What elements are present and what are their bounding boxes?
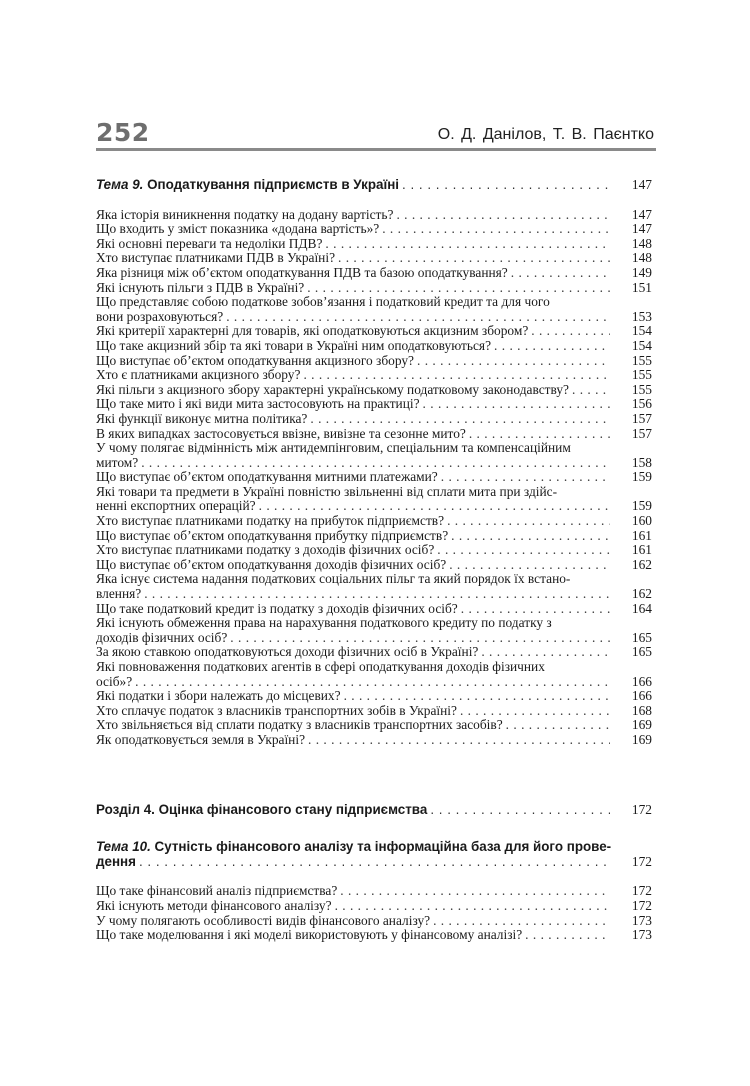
toc-entry[interactable] [96, 266, 652, 281]
toc-entry[interactable] [96, 733, 652, 748]
leader-dots [469, 427, 610, 442]
leader-dots [335, 899, 610, 914]
entry-text: Що входить у зміст показника «додана вартість»? [96, 221, 380, 237]
page-ref: 173 [631, 912, 652, 928]
entry-text: Що таке податковий кредит із податку з доходів фізичних осіб? [96, 600, 458, 616]
toc-entry[interactable] [96, 899, 652, 914]
page-ref: 155 [631, 381, 652, 397]
leader-dots [433, 914, 610, 929]
page-ref: 166 [631, 688, 652, 704]
toc-entry[interactable] [96, 718, 652, 733]
toc-entry[interactable] [96, 587, 652, 602]
running-header-authors: О. Д. Данілов, Т. В. Паєнтко [437, 126, 654, 143]
toc-entry-line[interactable]: Які існують обмеження права на нарахування податкового кредиту по податку з [96, 615, 552, 631]
theme-title: Оподаткування підприємств в Україні [147, 177, 400, 192]
toc-heading-theme-10[interactable] [96, 855, 652, 870]
entry-text: Що таке фінансовий аналіз підприємства? [96, 883, 338, 899]
page-ref: 161 [631, 527, 652, 543]
entry-text: ненні експортних операцій? [96, 498, 256, 514]
entry-text: доходів фізичних осіб? [96, 629, 228, 645]
leader-dots [417, 354, 610, 369]
leader-dots [402, 178, 610, 193]
toc-entry-line[interactable]: Які повноваження податкових агентів в сфері оподаткування доходів фізичних [96, 659, 545, 674]
toc-entry[interactable] [96, 631, 652, 646]
theme-label: Тема 10. [96, 839, 151, 855]
page-ref: 154 [631, 323, 652, 339]
page-ref: 172 [631, 801, 652, 817]
entry-text: Хто сплачує податок з власників транспортних зобів в Україні? [96, 702, 457, 718]
page-ref: 151 [631, 279, 652, 295]
leader-dots [525, 928, 610, 943]
toc-entry[interactable] [96, 310, 652, 325]
leader-dots [511, 266, 610, 281]
page-ref: 149 [631, 264, 652, 280]
theme-title: Сутність фінансового аналізу та інформаційна база для його прове- [154, 839, 612, 855]
toc-entry[interactable] [96, 543, 652, 558]
page-ref: 147 [631, 177, 652, 192]
spacer [96, 193, 652, 208]
toc-entry[interactable] [96, 208, 652, 223]
page-ref: 173 [631, 927, 652, 943]
entry-text: Як оподатковується земля в Україні? [96, 731, 306, 747]
leader-dots [460, 704, 610, 719]
leader-dots [135, 675, 610, 690]
toc-entry[interactable] [96, 354, 652, 369]
toc-entry[interactable] [96, 412, 652, 427]
entry-text: Які основні переваги та недоліки ПДВ? [96, 235, 323, 251]
toc-heading-theme-10-line[interactable] [96, 840, 652, 855]
leader-dots [259, 499, 610, 514]
page-ref: 164 [631, 600, 652, 616]
page-ref: 172 [631, 853, 652, 869]
toc-entry[interactable] [96, 704, 652, 719]
entry-text: Що виступає об’єктом оподаткування митними платежами? [96, 469, 438, 485]
leader-dots [340, 884, 610, 899]
page-ref: 172 [631, 883, 652, 899]
toc-entry-line[interactable]: Яка існує система надання податкових соціальних пільг та який порядок їх встано- [96, 571, 571, 587]
entry-text: Які податки і збори належать до місцевих? [96, 688, 341, 704]
entry-text: Які критерії характерні для товарів, які оподатковуються акцизним збором? [96, 323, 529, 339]
page-ref: 157 [631, 410, 652, 426]
leader-dots [437, 543, 610, 558]
entry-text: Яка історія виникнення податку на додану вартість? [96, 206, 394, 222]
page-ref: 172 [631, 897, 652, 913]
entry-text: Хто виступає платниками ПДВ в Україні? [96, 250, 336, 266]
leader-dots [461, 602, 610, 617]
toc-entry[interactable] [96, 251, 652, 266]
toc-entry[interactable] [96, 383, 652, 398]
page-ref: 162 [631, 586, 652, 602]
entry-text: Що виступає об’єктом оподаткування акцизного збору? [96, 352, 414, 368]
page-ref: 161 [631, 542, 652, 558]
leader-dots [338, 251, 610, 266]
page-ref: 162 [631, 556, 652, 572]
toc-entry[interactable] [96, 928, 652, 943]
toc-entry[interactable] [96, 499, 652, 514]
entry-text: Хто є платниками акцизного збору? [96, 367, 301, 383]
toc-entry[interactable] [96, 675, 652, 690]
entry-text: Які існують методи фінансового аналізу? [96, 897, 332, 913]
page-ref: 157 [631, 425, 652, 441]
toc-entry[interactable] [96, 884, 652, 899]
toc-entry[interactable] [96, 602, 652, 617]
spacer [96, 748, 652, 788]
page-ref: 155 [631, 367, 652, 383]
toc-entry-line[interactable]: Які товари та предмети в Україні повністю звільненні від сплати мита при здійс- [96, 483, 558, 499]
toc-entry-line[interactable]: Що представляє собою податкове зобов’язання і податковий кредит та для чого [96, 294, 550, 310]
toc-group-theme-10 [96, 884, 652, 942]
entry-text: осіб»? [96, 673, 133, 689]
entry-text: Що таке мито і які види мита застосовують на практиці? [96, 396, 420, 412]
leader-dots [303, 368, 610, 383]
leader-dots [344, 689, 610, 704]
page-number: 252 [96, 118, 150, 147]
leader-dots [572, 383, 610, 398]
page-ref: 166 [631, 673, 652, 689]
spacer [96, 788, 652, 803]
leader-dots [441, 470, 610, 485]
toc-entry[interactable] [96, 914, 652, 929]
toc-entry[interactable] [96, 470, 652, 485]
page-ref: 148 [631, 250, 652, 266]
toc-group-theme-9 [96, 208, 652, 748]
spacer [96, 817, 652, 832]
leader-dots [325, 237, 610, 252]
toc-entry[interactable] [96, 689, 652, 704]
page-ref: 168 [631, 702, 652, 718]
leader-dots [382, 222, 610, 237]
leader-dots [531, 324, 610, 339]
page-ref: 169 [631, 717, 652, 733]
toc-entry[interactable] [96, 514, 652, 529]
table-of-contents [96, 178, 652, 943]
section-label: Розділ 4. [96, 801, 155, 817]
page-ref: 155 [631, 352, 652, 368]
toc-entry[interactable] [96, 324, 652, 339]
entry-text: митом? [96, 454, 139, 470]
spacer [96, 869, 652, 884]
entry-text: Що таке моделювання і які моделі використовують у фінансовому аналізі? [96, 927, 523, 943]
toc-entry[interactable] [96, 397, 652, 412]
section-title: Оцінка фінансового стану підприємства [158, 801, 428, 817]
leader-dots [141, 456, 610, 471]
page-ref: 169 [631, 731, 652, 747]
entry-text: Хто виступає платниками податку з доходів фізичних осіб? [96, 542, 435, 558]
leader-dots [430, 803, 610, 818]
entry-text: Які існують пільги з ПДВ в Україні? [96, 279, 305, 295]
leader-dots [310, 412, 610, 427]
toc-heading-theme-9[interactable] [96, 178, 652, 193]
entry-text: Які пільги з акцизного збору характерні українському податковому законодавству? [96, 381, 570, 397]
entry-text: Що виступає об’єктом оподаткування прибутку підприємств? [96, 527, 449, 543]
leader-dots [451, 529, 610, 544]
toc-entry[interactable] [96, 339, 652, 354]
leader-dots [449, 558, 610, 573]
entry-text: За якою ставкою оподатковуються доходи фізичних осіб в Україні? [96, 644, 479, 660]
leader-dots [226, 310, 610, 325]
page-ref: 147 [631, 221, 652, 237]
leader-dots [481, 645, 610, 660]
entry-text: Що таке акцизний збір та які товари в Україні ним оподатковуються? [96, 337, 492, 353]
theme-title-cont: дення [96, 853, 136, 869]
leader-dots [308, 733, 610, 748]
toc-entry[interactable] [96, 281, 652, 296]
entry-text: Хто виступає платниками податку на прибуток підприємств? [96, 513, 445, 529]
leader-dots [144, 587, 610, 602]
page-ref: 148 [631, 235, 652, 251]
leader-dots [307, 281, 610, 296]
entry-text: Яка різниця між об’єктом оподаткування ПДВ та базою оподаткування? [96, 264, 508, 280]
entry-text: Хто звільняється від сплати податку з власників транспортних засобів? [96, 717, 503, 733]
entry-text: вони розраховуються? [96, 308, 224, 324]
toc-entry[interactable] [96, 456, 652, 471]
entry-text: В яких випадках застосовується ввізне, вивізне та сезонне мито? [96, 425, 466, 441]
entry-text: Що виступає об’єктом оподаткування доходів фізичних осіб? [96, 556, 447, 572]
page-ref: 154 [631, 337, 652, 353]
leader-dots [494, 339, 610, 354]
entry-text: Які функції виконує митна політика? [96, 410, 308, 426]
toc-entry[interactable] [96, 645, 652, 660]
page-ref: 156 [631, 396, 652, 412]
leader-dots [423, 397, 610, 412]
page-ref: 158 [631, 454, 652, 470]
page-ref: 159 [631, 498, 652, 514]
toc-entry[interactable] [96, 529, 652, 544]
page-ref: 159 [631, 469, 652, 485]
page-ref: 165 [631, 644, 652, 660]
theme-label: Тема 9. [96, 177, 144, 192]
header-rule [96, 148, 656, 151]
page-ref: 147 [631, 206, 652, 222]
toc-entry[interactable] [96, 368, 652, 383]
page-ref: 160 [631, 513, 652, 529]
toc-entry[interactable] [96, 558, 652, 573]
leader-dots [230, 631, 610, 646]
toc-entry-line[interactable]: У чому полягає відмінність між антидемпінговим, спеціальним та компенсаційним [96, 440, 571, 456]
leader-dots [139, 855, 610, 870]
entry-text: влення? [96, 586, 142, 602]
toc-heading-section-4[interactable] [96, 803, 652, 818]
page-ref: 153 [631, 308, 652, 324]
entry-text: У чому полягають особливості видів фінансового аналізу? [96, 912, 431, 928]
toc-entry[interactable] [96, 237, 652, 252]
page-ref: 165 [631, 629, 652, 645]
toc-entry[interactable] [96, 427, 652, 442]
toc-entry[interactable] [96, 222, 652, 237]
leader-dots [447, 514, 610, 529]
leader-dots [396, 208, 610, 223]
leader-dots [506, 718, 610, 733]
